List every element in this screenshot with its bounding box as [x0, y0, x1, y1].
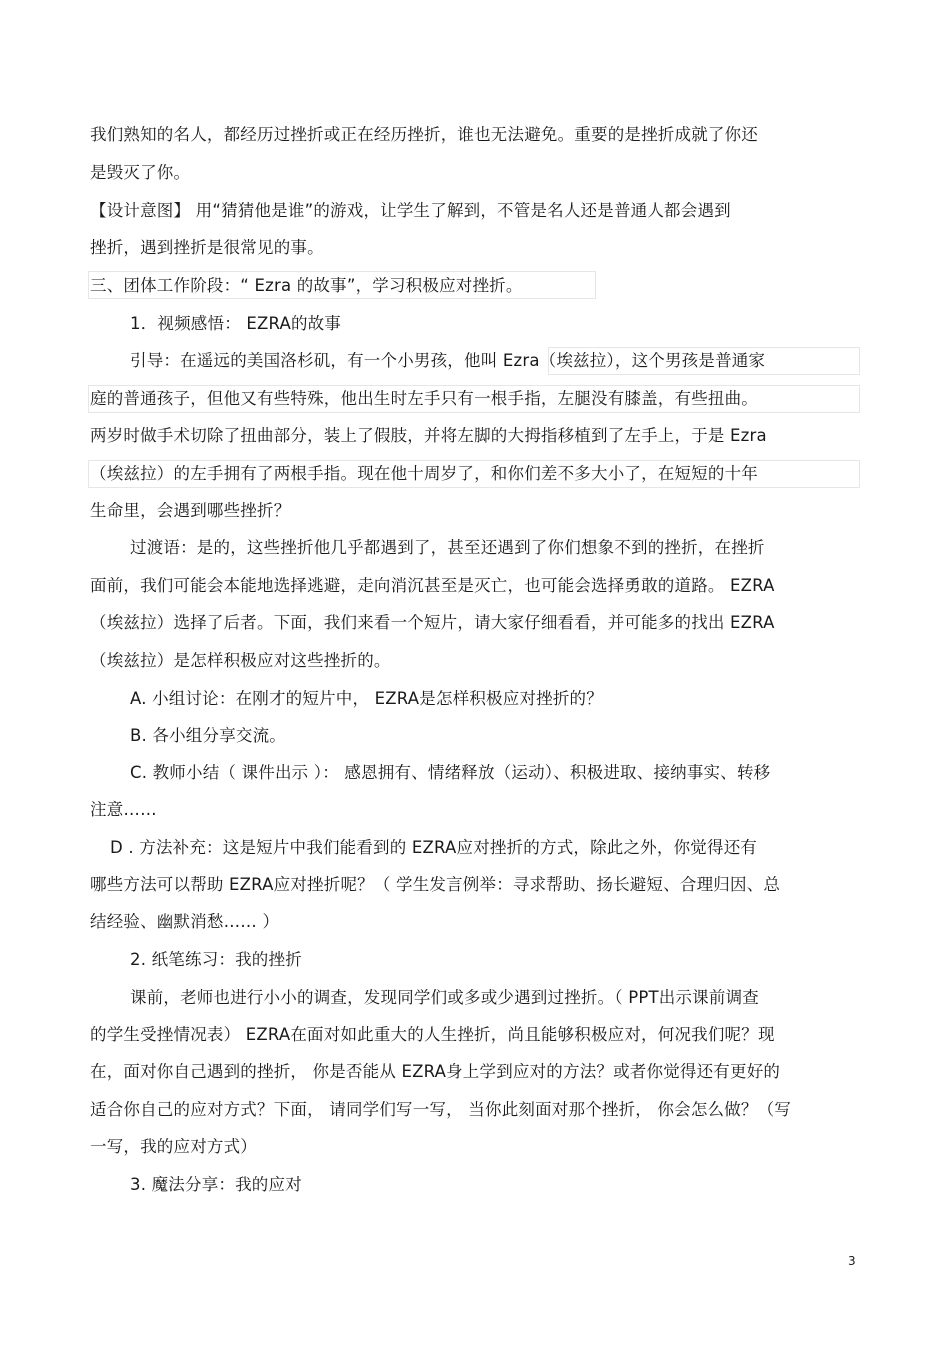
paragraph-line: （埃兹拉）是怎样积极应对这些挫折的。	[90, 651, 391, 670]
paragraph-line: 面前，我们可能会本能地选择逃避，走向消沉甚至是灭亡，也可能会选择勇敢的道路。 EZRA	[90, 576, 775, 595]
paragraph-line: 是毁灭了你。	[90, 163, 191, 182]
list-item: D . 方法补充：这是短片中我们能看到的 EZRA应对挫折的方式，除此之外，你觉得还有	[110, 838, 758, 857]
paragraph-line: 结经验、幽默消愁…… ）	[90, 912, 280, 931]
paragraph-line: 哪些方法可以帮助 EZRA应对挫折呢？（ 学生发言例举：寻求帮助、扬长避短、合理归因、总	[90, 875, 781, 894]
paragraph-line: 一写，我的应对方式）	[90, 1137, 257, 1156]
paragraph-line: 生命里，会遇到哪些挫折？	[90, 501, 291, 520]
paragraph-line: 的学生受挫情况表） EZRA在面对如此重大的人生挫折，尚且能够积极应对，何况我们呢？现	[90, 1025, 775, 1044]
paragraph-line: 我们熟知的名人，都经历过挫折或正在经历挫折，谁也无法避免。重要的是挫折成就了你还	[90, 125, 758, 144]
subsection-heading: 2. 纸笔练习：我的挫折	[130, 950, 302, 969]
paragraph-line: 课前，老师也进行小小的调查，发现同学们或多或少遇到过挫折。（ PPT出示课前调查	[130, 988, 759, 1007]
paragraph-line: 两岁时做手术切除了扭曲部分，装上了假肢，并将左脚的大拇指移植到了左手上，于是 Ezra	[90, 426, 767, 445]
paragraph-line: 挫折，遇到挫折是很常见的事。	[90, 238, 324, 257]
paragraph-line: 引导：在遥远的美国洛杉矶，有一个小男孩，他叫 Ezra（埃兹拉），这个男孩是普通家	[130, 351, 766, 370]
list-item: C. 教师小结（ 课件出示 ）： 感恩拥有、情绪释放（运动）、积极进取、接纳事实、转移	[130, 763, 771, 782]
paragraph-line: 注意……	[90, 800, 157, 819]
paragraph-line: 庭的普通孩子，但他又有些特殊，他出生时左手只有一根手指，左腿没有膝盖，有些扭曲。	[90, 389, 758, 408]
paragraph-line: 过渡语：是的，这些挫折他几乎都遇到了，甚至还遇到了你们想象不到的挫折，在挫折	[130, 538, 765, 557]
paragraph-line: 【设计意图】 用“猜猜他是谁”的游戏，让学生了解到，不管是名人还是普通人都会遇到	[90, 201, 731, 220]
paragraph-line: 在，面对你自己遇到的挫折， 你是否能从 EZRA身上学到应对的方法？或者你觉得还有更好的	[90, 1062, 781, 1081]
list-item: A. 小组讨论：在刚才的短片中， EZRA是怎样积极应对挫折的？	[130, 689, 603, 708]
paragraph-line: （埃兹拉）选择了后者。下面，我们来看一个短片，请大家仔细看看，并可能多的找出 EZRA	[90, 613, 775, 632]
subsection-heading: 1．视频感悟： EZRA的故事	[130, 314, 342, 333]
subsection-heading: 3. 魔法分享：我的应对	[130, 1175, 302, 1194]
section-heading: 三、团体工作阶段：“ Ezra 的故事”，学习积极应对挫折。	[90, 276, 523, 295]
list-item: B. 各小组分享交流。	[130, 726, 287, 745]
paragraph-line: 适合你自己的应对方式？下面， 请同学们写一写， 当你此刻面对那个挫折， 你会怎么做？（写	[90, 1100, 792, 1119]
paragraph-line: （埃兹拉）的左手拥有了两根手指。现在他十周岁了，和你们差不多大小了，在短短的十年	[90, 464, 758, 483]
page-number: 3	[848, 1254, 856, 1268]
